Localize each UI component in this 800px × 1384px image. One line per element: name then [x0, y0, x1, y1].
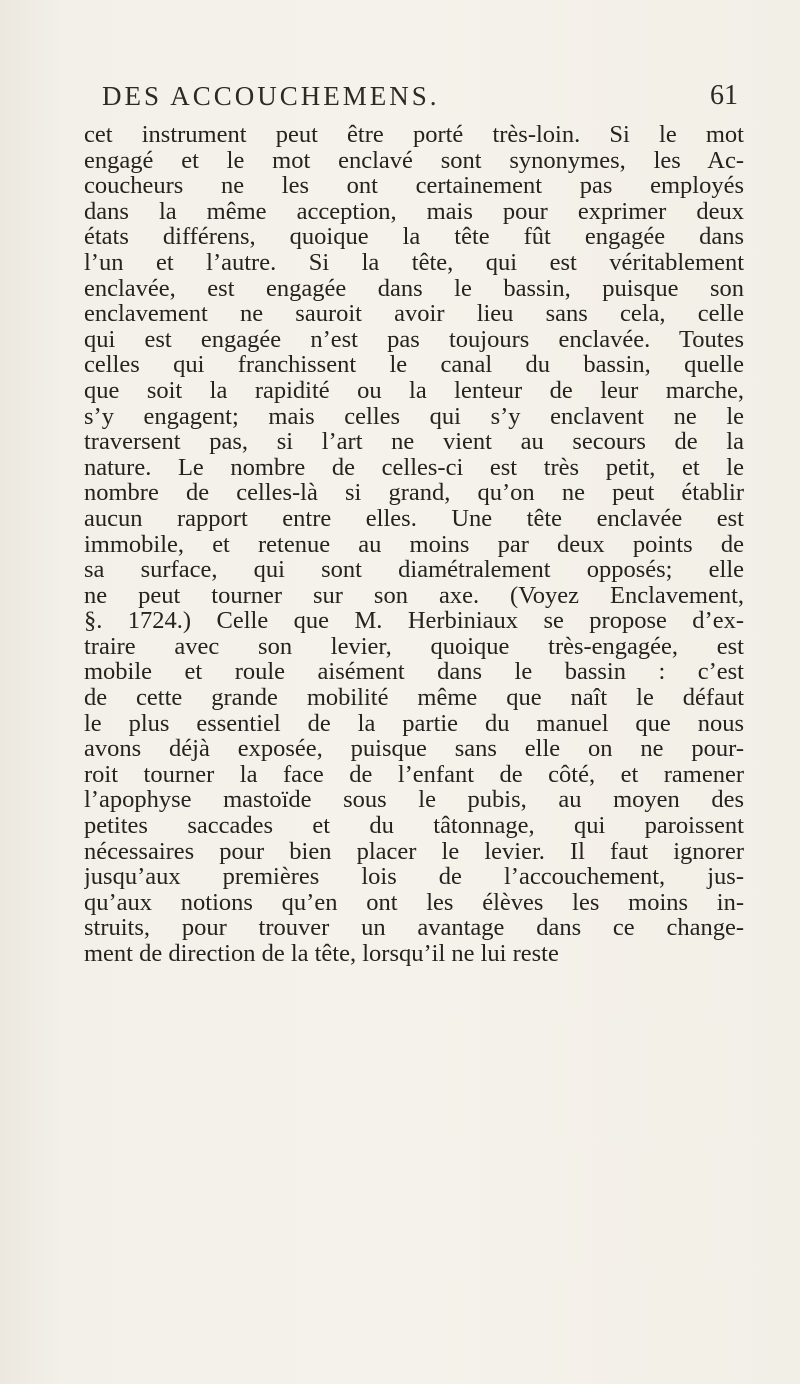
running-head — [88, 76, 738, 116]
text-line: coucheurs ne les ont certainement pas employés — [84, 173, 744, 199]
text-line: §. 1724.) Celle que M. Herbiniaux se propose d’ex- — [84, 608, 744, 634]
text-line: petites saccades et du tâtonnage, qui paroissent — [84, 813, 744, 839]
text-line: nature. Le nombre de celles-ci est très petit, et le — [84, 454, 744, 481]
body-text — [84, 122, 744, 967]
text-line: qu’aux notions qu’en ont les élèves les moins in- — [84, 889, 744, 916]
text-line: ne peut tourner sur son axe. (Voyez Enclavement, — [84, 582, 744, 609]
text-line: engagé et le mot enclavé sont synonymes, les Ac- — [84, 147, 744, 174]
text-line: aucun rapport entre elles. Une tête enclavée est — [84, 505, 744, 532]
text-line: que soit la rapidité ou la lenteur de leur marche, — [84, 377, 744, 404]
text-line: roit tourner la face de l’enfant de côté, et ramener — [84, 761, 744, 788]
text-line: avons déjà exposée, puisque sans elle on ne pour- — [84, 736, 744, 762]
text-line: l’apophyse mastoïde sous le pubis, au moyen des — [84, 787, 744, 814]
text-line: nécessaires pour bien placer le levier. Il faut ignorer — [84, 838, 744, 865]
running-title: DES ACCOUCHEMENS. — [102, 81, 440, 111]
text-line: celles qui franchissent le canal du bassin, quelle — [84, 352, 744, 378]
text-line: qui est engagée n’est pas toujours enclavée. Toutes — [84, 326, 744, 353]
text-line: immobile, et retenue au moins par deux points de — [84, 531, 744, 558]
text-line: le plus essentiel de la partie du manuel que nous — [84, 710, 744, 737]
text-line: struits, pour trouver un avantage dans ce change- — [84, 915, 744, 941]
text-line: jusqu’aux premières lois de l’accouchement, jus- — [84, 864, 744, 890]
text-line: de cette grande mobilité même que naît le défaut — [84, 685, 744, 711]
text-line: sa surface, qui sont diamétralement opposés; elle — [84, 557, 744, 583]
text-line: enclavée, est engagée dans le bassin, puisque son — [84, 275, 744, 302]
text-line: traire avec son levier, quoique très-engagée, est — [84, 633, 744, 660]
text-line: états différens, quoique la tête fût engagée dans — [84, 224, 744, 250]
text-line: nombre de celles-là si grand, qu’on ne peut établir — [84, 480, 744, 506]
text-line: l’un et l’autre. Si la tête, qui est véritablement — [84, 249, 744, 276]
text-line: traversent pas, si l’art ne vient au secours de la — [84, 429, 744, 455]
page-number: 61 — [710, 80, 738, 111]
text-line: s’y engagent; mais celles qui s’y enclavent ne le — [84, 403, 744, 430]
text-line: cet instrument peut être porté très-loin. Si le mot — [84, 122, 744, 148]
text-line: mobile et roule aisément dans le bassin : c’est — [84, 659, 744, 686]
text-line: enclavement ne sauroit avoir lieu sans cela, celle — [84, 301, 744, 327]
text-line: ment de direction de la tête, lorsqu’il ne lui reste — [84, 941, 559, 967]
text-line: dans la même acception, mais pour exprimer deux — [84, 198, 744, 225]
